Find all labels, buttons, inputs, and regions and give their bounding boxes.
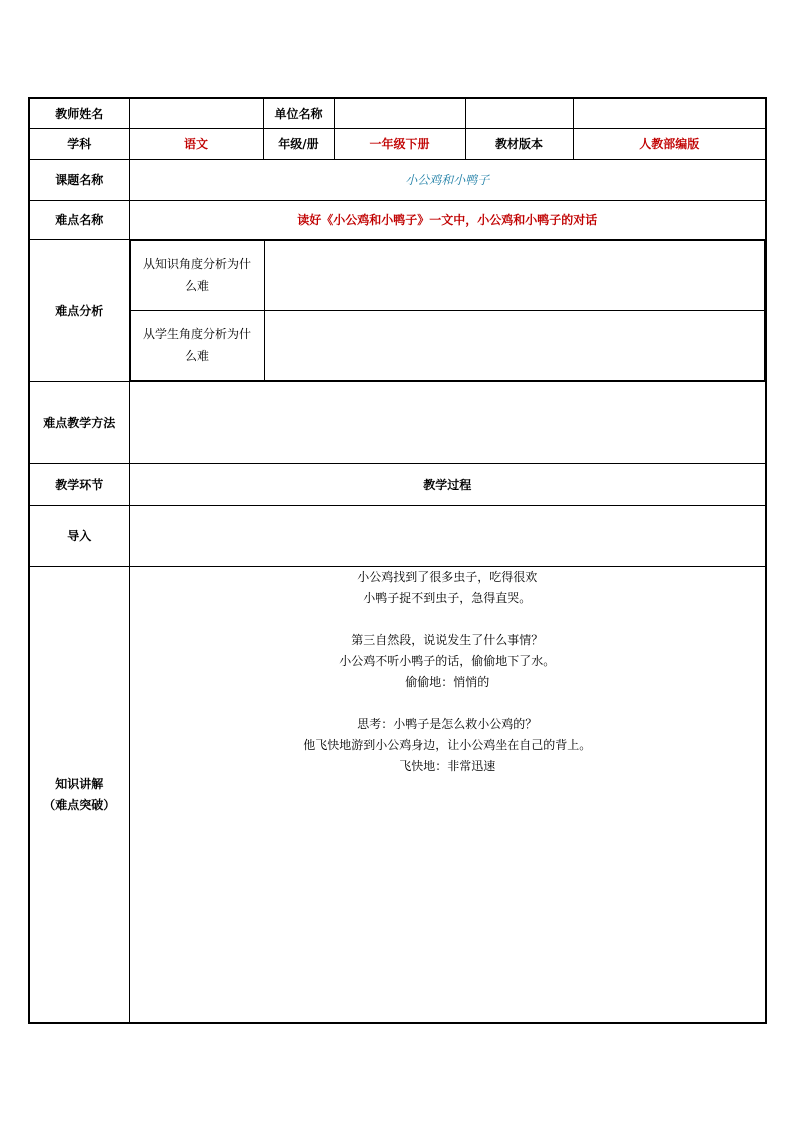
grade-value: 一年级下册 xyxy=(334,128,465,159)
knowledge-label xyxy=(29,566,129,1023)
unit-name-value xyxy=(334,98,465,128)
analysis-label: 难点分析 xyxy=(29,239,129,381)
student-angle-label: 从学生角度分析为什么难 xyxy=(130,310,264,380)
analysis-cell xyxy=(129,239,766,381)
lesson-title-label: 课题名称 xyxy=(29,159,129,200)
content-line: 思考：小鸭子是怎么救小公鸡的？ xyxy=(357,716,538,731)
teacher-name-value xyxy=(129,98,263,128)
intro-value xyxy=(129,505,766,566)
knowledge-label-line2: （难点突破） xyxy=(43,798,116,813)
content-line: 他飞快地游到小公鸡身边，让小公鸡坐在自己的背上。 xyxy=(303,737,592,752)
knowledge-label-line1: 知识讲解 xyxy=(55,777,104,792)
knowledge-angle-value xyxy=(264,240,765,310)
content-line: 小公鸡不听小鸭子的话，偷偷地下了水。 xyxy=(339,653,556,668)
subject-value: 语文 xyxy=(129,128,263,159)
subject-label: 学科 xyxy=(29,128,129,159)
content-line xyxy=(130,609,766,630)
lesson-plan-table xyxy=(28,97,767,1024)
analysis-subtable xyxy=(130,240,766,381)
difficulty-value: 读好《小公鸡和小鸭子》一文中，小公鸡和小鸭子的对话 xyxy=(129,200,766,239)
knowledge-angle-label: 从知识角度分析为什么难 xyxy=(130,240,264,310)
process-label: 教学过程 xyxy=(129,463,766,505)
student-angle-value xyxy=(264,310,765,380)
method-label: 难点教学方法 xyxy=(29,381,129,463)
content-line: 小鸭子捉不到虫子，急得直哭。 xyxy=(363,590,532,605)
unit-name-label: 单位名称 xyxy=(263,98,334,128)
edition-label: 教材版本 xyxy=(465,128,573,159)
edition-value: 人教部编版 xyxy=(573,128,766,159)
method-value xyxy=(129,381,766,463)
content-line: 小公鸡找到了很多虫子，吃得很欢 xyxy=(357,569,538,584)
blank-cell-2 xyxy=(573,98,766,128)
stage-label: 教学环节 xyxy=(29,463,129,505)
blank-cell-1 xyxy=(465,98,573,128)
content-line: 飞快地：非常迅速 xyxy=(399,758,496,773)
teacher-name-label: 教师姓名 xyxy=(29,98,129,128)
lesson-title-value: 小公鸡和小鸭子 xyxy=(129,159,766,200)
content-line xyxy=(130,693,766,714)
content-line: 偷偷地：悄悄的 xyxy=(405,674,490,689)
knowledge-content xyxy=(129,566,766,1023)
difficulty-label: 难点名称 xyxy=(29,200,129,239)
intro-label: 导入 xyxy=(29,505,129,566)
content-line: 第三自然段，说说发生了什么事情？ xyxy=(351,632,544,647)
grade-label: 年级/册 xyxy=(263,128,334,159)
